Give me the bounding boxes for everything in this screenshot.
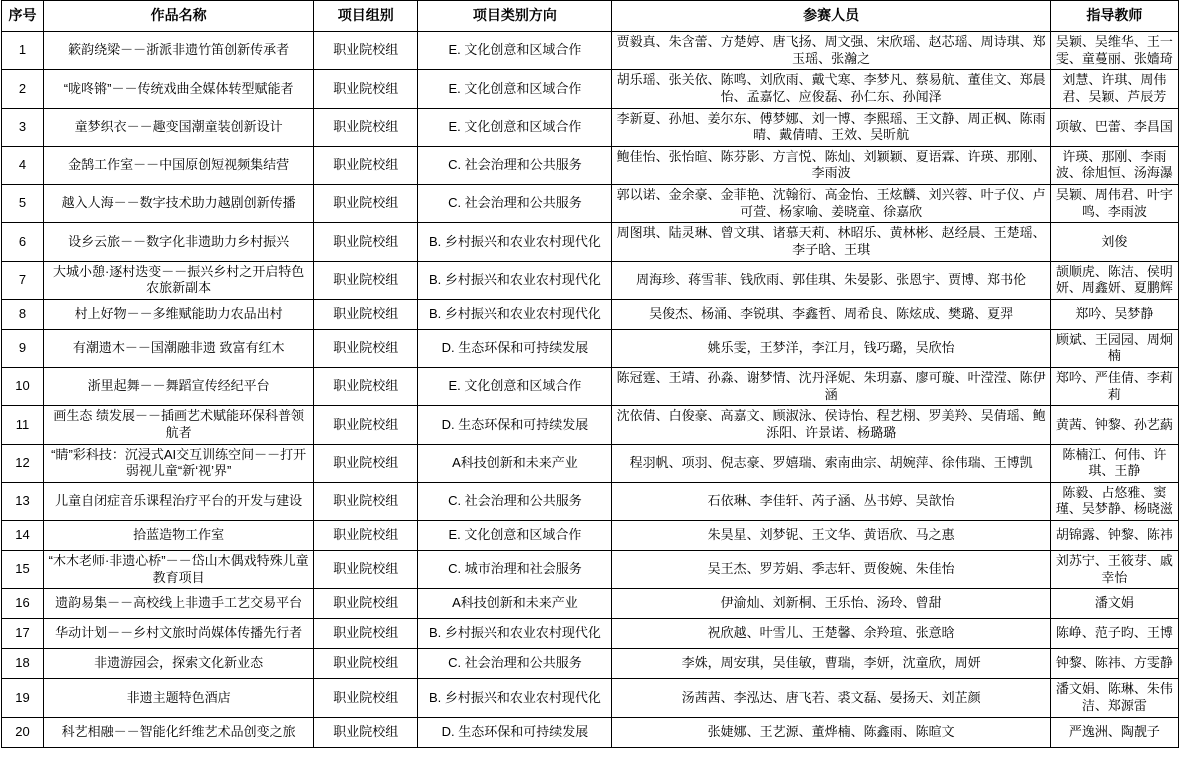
cell-group: 职业院校组 — [314, 32, 418, 70]
cell-index: 13 — [2, 482, 44, 520]
column-header-members: 参赛人员 — [612, 1, 1050, 32]
cell-teachers: 严逸洲、陶靓子 — [1050, 717, 1178, 747]
cell-category: B. 乡村振兴和农业农村现代化 — [418, 299, 612, 329]
cell-teachers: 吴颖、周伟君、叶宇鸣、李雨波 — [1050, 185, 1178, 223]
cell-teachers: 吴颖、吴维华、王一雯、童蔓丽、张嬙琦 — [1050, 32, 1178, 70]
cell-index: 5 — [2, 185, 44, 223]
cell-title: 簌韵绕梁－－浙派非遗竹笛创新传承者 — [44, 32, 314, 70]
cell-index: 9 — [2, 329, 44, 367]
cell-members: 石依琳、李佳轩、芮子涵、丛书婷、吴歆怡 — [612, 482, 1050, 520]
cell-title: 遗韵易集－－高校线上非遗手工艺交易平台 — [44, 589, 314, 619]
cell-title: “咙咚锵”－－传统戏曲全媒体转型赋能者 — [44, 70, 314, 108]
cell-group: 职业院校组 — [314, 368, 418, 406]
cell-title: 村上好物－－多维赋能助力农品出村 — [44, 299, 314, 329]
cell-title: 浙里起舞－－舞蹈宣传经纪平台 — [44, 368, 314, 406]
cell-members: 张婕娜、王艺源、董烨楠、陈鑫雨、陈暄文 — [612, 717, 1050, 747]
cell-title: 华动计划－－乡村文旅时尚媒体传播先行者 — [44, 619, 314, 649]
cell-group: 职业院校组 — [314, 406, 418, 444]
cell-teachers: 刘苏宁、王筱芽、戚幸怡 — [1050, 551, 1178, 589]
cell-category: C. 社会治理和公共服务 — [418, 649, 612, 679]
column-header-index: 序号 — [2, 1, 44, 32]
cell-teachers: 郑吟、吴梦静 — [1050, 299, 1178, 329]
cell-teachers: 顾斌、王园园、周炯楠 — [1050, 329, 1178, 367]
table-row — [2, 406, 1179, 444]
cell-members: 汤茜茜、李泓达、唐飞若、裘文磊、晏扬天、刘芷颜 — [612, 679, 1050, 717]
cell-index: 12 — [2, 444, 44, 482]
cell-title: 有潮遗木－－国潮融非遗 致富有红木 — [44, 329, 314, 367]
cell-category: C. 社会治理和公共服务 — [418, 482, 612, 520]
cell-group: 职业院校组 — [314, 482, 418, 520]
cell-members: 吴王杰、罗芳娟、季志轩、贾俊婉、朱佳怡 — [612, 551, 1050, 589]
cell-group: 职业院校组 — [314, 619, 418, 649]
cell-category: D. 生态环保和可持续发展 — [418, 406, 612, 444]
entry-table — [1, 0, 1179, 748]
cell-members: 朱昊星、刘梦铌、王文华、黄语欣、马之惠 — [612, 521, 1050, 551]
column-header-category: 项目类别方向 — [418, 1, 612, 32]
cell-teachers: 潘文娟、陈琳、朱伟洁、郑源雷 — [1050, 679, 1178, 717]
cell-index: 15 — [2, 551, 44, 589]
cell-members: 李新夏、孙旭、姜尔东、傅梦娜、刘一博、李熙瑶、王文静、周正枫、陈雨晴、戴倩晴、王效、吴昕航 — [612, 108, 1050, 146]
table-row — [2, 619, 1179, 649]
cell-group: 职业院校组 — [314, 70, 418, 108]
table-row — [2, 185, 1179, 223]
cell-teachers: 钟黎、陈祎、方雯静 — [1050, 649, 1178, 679]
cell-group: 职业院校组 — [314, 589, 418, 619]
cell-group: 职业院校组 — [314, 223, 418, 261]
cell-category: E. 文化创意和区域合作 — [418, 32, 612, 70]
cell-index: 19 — [2, 679, 44, 717]
cell-members: 姚乐雯，王梦洋，李江月，钱巧璐，吴欣怡 — [612, 329, 1050, 367]
cell-category: D. 生态环保和可持续发展 — [418, 717, 612, 747]
cell-group: 职业院校组 — [314, 261, 418, 299]
table-row — [2, 261, 1179, 299]
cell-members: 沈依倩、白俊豪、高嘉文、顾淑泳、侯诗怡、程艺栩、罗美羚、吴倩瑶、鲍泺阳、许景诺、杨璐璐 — [612, 406, 1050, 444]
cell-title: “木木老师·非遗心桥”－－岱山木偶戏特殊儿童教育项目 — [44, 551, 314, 589]
column-header-title: 作品名称 — [44, 1, 314, 32]
table-row — [2, 70, 1179, 108]
cell-index: 14 — [2, 521, 44, 551]
cell-teachers: 郑吟、严佳倩、李莉莉 — [1050, 368, 1178, 406]
cell-category: B. 乡村振兴和农业农村现代化 — [418, 679, 612, 717]
cell-teachers: 陈毅、占悠雅、窦瑾、吴梦静、杨晓滋 — [1050, 482, 1178, 520]
cell-group: 职业院校组 — [314, 108, 418, 146]
table-row — [2, 551, 1179, 589]
table-row — [2, 223, 1179, 261]
cell-group: 职业院校组 — [314, 521, 418, 551]
cell-category: A科技创新和未来产业 — [418, 589, 612, 619]
table-row — [2, 679, 1179, 717]
cell-members: 祝欣越、叶雪儿、王楚馨、余羚瑄、张意晗 — [612, 619, 1050, 649]
cell-category: D. 生态环保和可持续发展 — [418, 329, 612, 367]
cell-index: 8 — [2, 299, 44, 329]
table-row — [2, 482, 1179, 520]
cell-group: 职业院校组 — [314, 185, 418, 223]
cell-index: 18 — [2, 649, 44, 679]
table-row — [2, 329, 1179, 367]
cell-members: 程羽帆、项羽、倪志豪、罗嬉瑞、索南曲宗、胡婉萍、徐伟瑞、王博凯 — [612, 444, 1050, 482]
cell-group: 职业院校组 — [314, 299, 418, 329]
cell-teachers: 胡锦露、钟黎、陈祎 — [1050, 521, 1178, 551]
cell-members: 胡乐瑶、张关依、陈鸣、刘欣雨、戴弋寒、李梦凡、蔡易航、董佳文、郑晨怡、孟嘉忆、应俊磊、孙仁东、孙闻泽 — [612, 70, 1050, 108]
cell-teachers: 颉顺虎、陈洁、侯明妍、周鑫妍、夏鹏辉 — [1050, 261, 1178, 299]
table-header — [2, 1, 1179, 32]
cell-category: E. 文化创意和区域合作 — [418, 108, 612, 146]
cell-teachers: 潘文娟 — [1050, 589, 1178, 619]
table-row — [2, 32, 1179, 70]
cell-category: E. 文化创意和区域合作 — [418, 521, 612, 551]
cell-title: 儿童自闭症音乐课程治疗平台的开发与建设 — [44, 482, 314, 520]
cell-title: 童梦织衣－－趣变国潮童装创新设计 — [44, 108, 314, 146]
cell-title: 设乡云旅－－数字化非遗助力乡村振兴 — [44, 223, 314, 261]
cell-members: 周图琪、陆灵琳、曾文琪、诸慕天莉、林昭乐、黄林彬、赵经晨、王楚瑶、李子晗、王琪 — [612, 223, 1050, 261]
cell-category: A科技创新和未来产业 — [418, 444, 612, 482]
cell-index: 4 — [2, 146, 44, 184]
cell-title: 大城小憩·逐村迭变－－振兴乡村之开启特色农旅新副本 — [44, 261, 314, 299]
cell-group: 职业院校组 — [314, 551, 418, 589]
cell-index: 7 — [2, 261, 44, 299]
cell-teachers: 许瑛、那刚、李雨波、徐旭恒、汤海瀑 — [1050, 146, 1178, 184]
cell-group: 职业院校组 — [314, 717, 418, 747]
cell-group: 职业院校组 — [314, 679, 418, 717]
cell-teachers: 陈楠江、何伟、许琪、王静 — [1050, 444, 1178, 482]
cell-group: 职业院校组 — [314, 329, 418, 367]
cell-group: 职业院校组 — [314, 649, 418, 679]
cell-title: 科艺相融－－智能化纤维艺术品创变之旅 — [44, 717, 314, 747]
cell-teachers: 项敏、巴蕾、李昌国 — [1050, 108, 1178, 146]
cell-members: 鲍佳怡、张怡暄、陈芬影、方言悦、陈灿、刘颖颖、夏语霖、许瑛、那刚、李雨波 — [612, 146, 1050, 184]
table-row — [2, 444, 1179, 482]
cell-teachers: 黄茜、钟黎、孙艺蒳 — [1050, 406, 1178, 444]
cell-title: 画生态 绩发展－－插画艺术赋能环保科普领航者 — [44, 406, 314, 444]
cell-teachers: 刘慧、许琪、周伟君、吴颖、芦辰芳 — [1050, 70, 1178, 108]
cell-category: C. 城市治理和社会服务 — [418, 551, 612, 589]
cell-index: 6 — [2, 223, 44, 261]
cell-index: 16 — [2, 589, 44, 619]
cell-members: 贾毅真、朱含蕾、方楚婷、唐飞扬、周文强、宋欣瑶、赵芯瑶、周诗琪、郑玉瑶、张瀚之 — [612, 32, 1050, 70]
column-header-group: 项目组别 — [314, 1, 418, 32]
cell-members: 郭以诺、金余豪、金菲艳、沈翰衍、高金怡、王炫麟、刘兴蓉、叶子仪、卢可萱、杨家喻、姜晓童、徐嘉欣 — [612, 185, 1050, 223]
cell-title: 拾蓝造物工作室 — [44, 521, 314, 551]
cell-index: 1 — [2, 32, 44, 70]
column-header-teachers: 指导教师 — [1050, 1, 1178, 32]
cell-category: B. 乡村振兴和农业农村现代化 — [418, 223, 612, 261]
cell-members: 李姝，周安琪，吴佳敏，曹瑞，李妍，沈童欣，周妍 — [612, 649, 1050, 679]
cell-category: C. 社会治理和公共服务 — [418, 185, 612, 223]
table-row — [2, 589, 1179, 619]
table-body — [2, 32, 1179, 748]
cell-members: 吴俊杰、杨涌、李锐琪、李鑫哲、周希良、陈炫成、樊璐、夏羿 — [612, 299, 1050, 329]
cell-category: E. 文化创意和区域合作 — [418, 70, 612, 108]
cell-index: 3 — [2, 108, 44, 146]
table-row — [2, 521, 1179, 551]
cell-title: 非遗主题特色酒店 — [44, 679, 314, 717]
table-row — [2, 108, 1179, 146]
cell-teachers: 刘俊 — [1050, 223, 1178, 261]
table-row — [2, 368, 1179, 406]
cell-members: 伊渝灿、刘新桐、王乐怡、汤玲、曾甜 — [612, 589, 1050, 619]
cell-title: 非遗游园会，探索文化新业态 — [44, 649, 314, 679]
cell-title: “睛”彩科技：沉浸式AI交互训练空间－－打开弱视儿童“新‘视’界” — [44, 444, 314, 482]
cell-index: 10 — [2, 368, 44, 406]
table-row — [2, 649, 1179, 679]
cell-index: 20 — [2, 717, 44, 747]
cell-group: 职业院校组 — [314, 444, 418, 482]
cell-title: 越入人海－－数字技术助力越剧创新传播 — [44, 185, 314, 223]
cell-title: 金鹄工作室－－中国原创短视频集结营 — [44, 146, 314, 184]
cell-category: B. 乡村振兴和农业农村现代化 — [418, 261, 612, 299]
cell-category: C. 社会治理和公共服务 — [418, 146, 612, 184]
cell-index: 11 — [2, 406, 44, 444]
cell-members: 周海珍、蒋雪菲、钱欣雨、郭佳琪、朱晏影、张恩宇、贾博、郑书伦 — [612, 261, 1050, 299]
table-row — [2, 717, 1179, 747]
cell-category: E. 文化创意和区域合作 — [418, 368, 612, 406]
cell-index: 17 — [2, 619, 44, 649]
cell-index: 2 — [2, 70, 44, 108]
cell-teachers: 陈峥、范子昀、王博 — [1050, 619, 1178, 649]
table-row — [2, 146, 1179, 184]
table-row — [2, 299, 1179, 329]
cell-members: 陈冠霆、王靖、孙淼、谢梦情、沈丹泽妮、朱玥嘉、廖可璇、叶滢滢、陈伊涵 — [612, 368, 1050, 406]
cell-group: 职业院校组 — [314, 146, 418, 184]
table-header-row — [2, 1, 1179, 32]
cell-category: B. 乡村振兴和农业农村现代化 — [418, 619, 612, 649]
